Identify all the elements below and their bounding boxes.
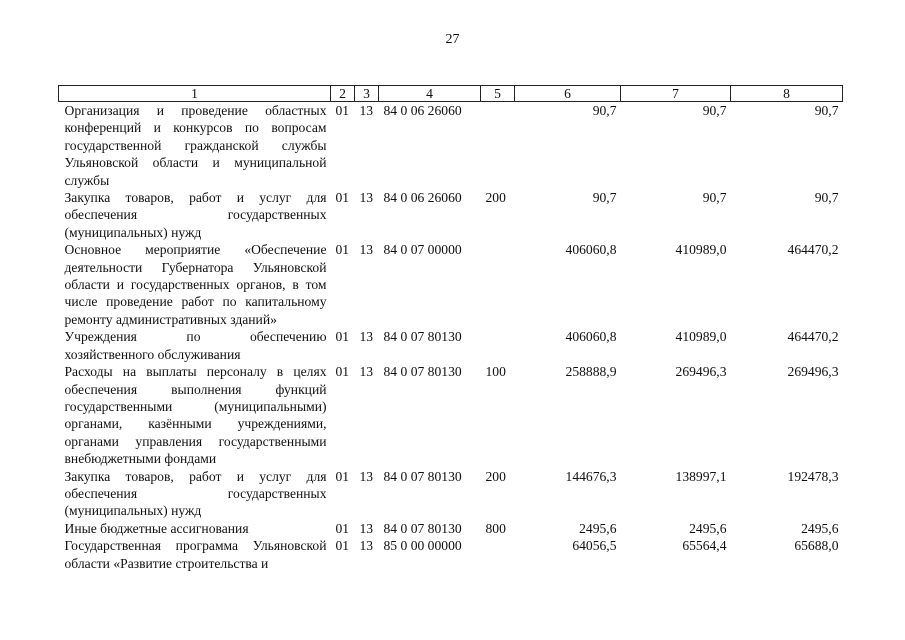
row-amount-3: 192478,3 — [787, 468, 839, 484]
row-amount-2: 90,7 — [702, 190, 727, 206]
row-subsection: 13 — [359, 242, 374, 258]
row-amount-1: 144676,3 — [565, 468, 617, 484]
row-expense-type: 100 — [485, 364, 506, 380]
column-header: 8 — [731, 86, 843, 102]
row-amount-1: 406060,8 — [565, 329, 617, 345]
row-expense-type — [481, 241, 515, 328]
table-row — [59, 241, 843, 328]
row-section: 01 — [335, 103, 350, 118]
row-amount-3: 90,7 — [814, 190, 839, 206]
row-subsection: 13 — [359, 468, 374, 484]
row-section: 01 — [335, 364, 350, 380]
row-name: Организация и проведение областных конференций и конкурсов по вопросам государственной гражданской службы Ульяновской области и муниципальной службы — [64, 103, 327, 188]
row-expense-type — [481, 537, 515, 572]
table-row — [59, 537, 843, 572]
row-section: 01 — [335, 468, 350, 484]
row-expense-type — [481, 328, 515, 363]
row-amount-2: 65564,4 — [682, 538, 727, 554]
table-row — [59, 189, 843, 241]
row-subsection: 13 — [359, 538, 374, 554]
row-expense-type: 200 — [485, 468, 506, 484]
row-subsection: 13 — [359, 103, 374, 118]
row-amount-3: 65688,0 — [794, 538, 839, 554]
row-amount-1: 258888,9 — [565, 364, 617, 380]
row-amount-1: 90,7 — [592, 190, 617, 206]
row-target-article: 84 0 06 26060 — [383, 103, 462, 118]
row-expense-type: 800 — [485, 520, 506, 536]
table-row — [59, 363, 843, 467]
column-header: 1 — [59, 86, 331, 102]
column-header: 2 — [331, 86, 355, 102]
row-amount-2: 138997,1 — [675, 468, 727, 484]
row-section: 01 — [335, 538, 350, 554]
row-section: 01 — [335, 190, 350, 206]
row-amount-3: 464470,2 — [787, 242, 839, 258]
row-section: 01 — [335, 329, 350, 345]
row-amount-1: 64056,5 — [572, 538, 617, 554]
column-header: 7 — [621, 86, 731, 102]
row-target-article: 84 0 06 26060 — [383, 190, 462, 206]
budget-table — [58, 85, 843, 572]
row-amount-3: 464470,2 — [787, 329, 839, 345]
table-row — [59, 328, 843, 363]
row-amount-3: 269496,3 — [787, 364, 839, 380]
row-target-article: 85 0 00 00000 — [383, 538, 462, 554]
row-section: 01 — [335, 242, 350, 258]
table-row — [59, 102, 843, 190]
row-target-article: 84 0 07 80130 — [383, 364, 462, 380]
row-target-article: 84 0 07 00000 — [383, 242, 462, 258]
row-target-article: 84 0 07 80130 — [383, 329, 462, 345]
row-section: 01 — [335, 520, 350, 536]
page-number: 27 — [445, 32, 460, 47]
row-expense-type — [481, 102, 515, 190]
row-target-article: 84 0 07 80130 — [383, 520, 462, 536]
row-amount-1: 406060,8 — [565, 242, 617, 258]
row-amount-3: 2495,6 — [801, 520, 839, 536]
row-subsection: 13 — [359, 190, 374, 206]
column-header: 6 — [515, 86, 621, 102]
row-name: Иные бюджетные ассигнования — [64, 520, 249, 536]
row-amount-2: 269496,3 — [675, 364, 727, 380]
row-name: Расходы на выплаты персоналу в целях обеспечения выполнения функций государственными (муниципальными) органами, казёнными учреждениями, органами управления государственными внебюджетными фондами — [64, 364, 327, 467]
header-row — [59, 86, 843, 102]
column-header: 4 — [379, 86, 481, 102]
row-amount-1: 2495,6 — [579, 520, 617, 536]
row-amount-2: 2495,6 — [689, 520, 727, 536]
row-amount-2: 410989,0 — [675, 329, 727, 345]
row-name: Учреждения по обеспечению хозяйственного обслуживания — [64, 329, 327, 362]
row-target-article: 84 0 07 80130 — [383, 468, 462, 484]
row-subsection: 13 — [359, 329, 374, 345]
row-name: Основное мероприятие «Обеспечение деятельности Губернатора Ульяновской области и государственных органов, в том числе проведение работ по капитальному ремонту административных зданий» — [64, 242, 327, 327]
row-subsection: 13 — [359, 520, 374, 536]
row-subsection: 13 — [359, 364, 374, 380]
column-header: 5 — [481, 86, 515, 102]
row-amount-3: 90,7 — [814, 103, 839, 118]
row-name: Закупка товаров, работ и услуг для обеспечения государственных (муниципальных) нужд — [64, 468, 327, 519]
row-name: Закупка товаров, работ и услуг для обеспечения государственных (муниципальных) нужд — [64, 190, 327, 240]
column-header: 3 — [355, 86, 379, 102]
row-expense-type: 200 — [485, 190, 506, 206]
row-amount-2: 410989,0 — [675, 242, 727, 258]
table-row — [59, 520, 843, 537]
row-name: Государственная программа Ульяновской области «Развитие строительства и — [64, 538, 327, 571]
row-amount-2: 90,7 — [702, 103, 727, 118]
row-amount-1: 90,7 — [592, 103, 617, 118]
table-row — [59, 468, 843, 520]
